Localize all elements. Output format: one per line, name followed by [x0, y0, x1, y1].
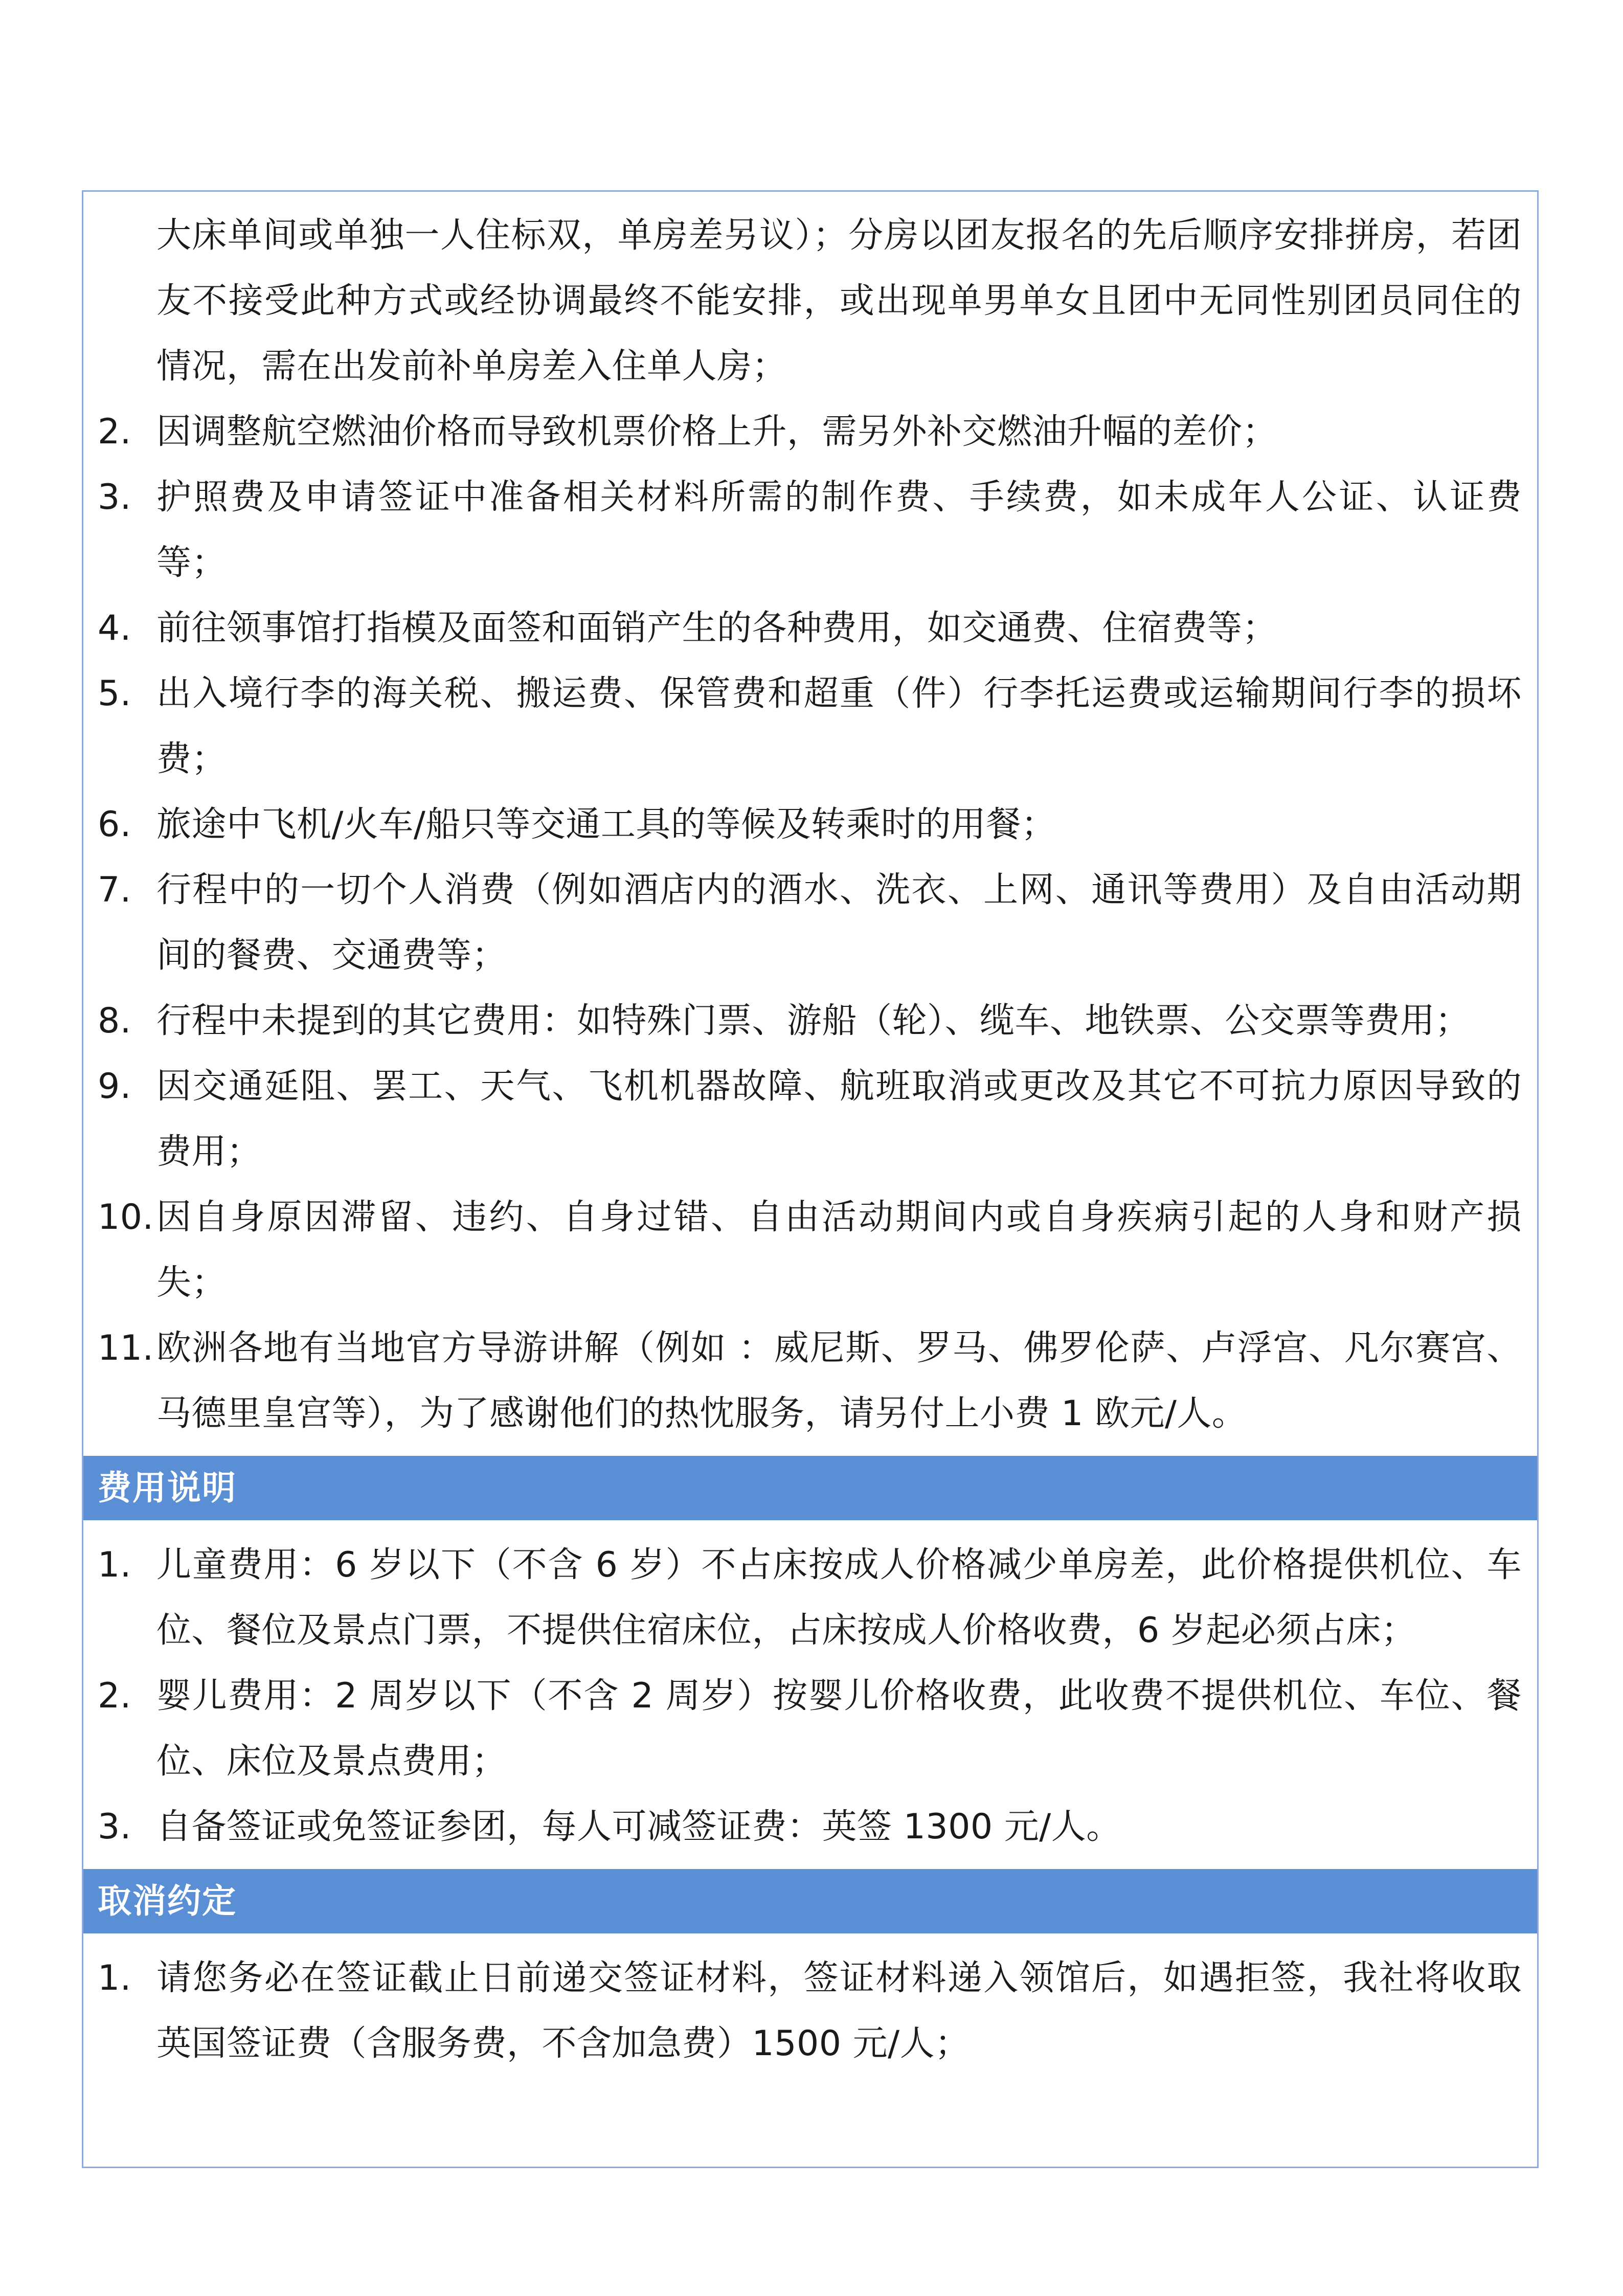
- list-item-number: 1.: [98, 1958, 131, 1998]
- list-item: [98, 661, 1522, 792]
- list-item-number: 2.: [98, 1676, 131, 1716]
- list-item-text: 儿童费用：6 岁以下（不含 6 岁）不占床按成人价格减少单房差，此价格提供机位、车位、餐位及景点门票，不提供住宿床位，占床按成人价格收费，6 岁起必须占床；: [156, 1545, 1522, 1651]
- list-item: [98, 1794, 1522, 1860]
- list-item-number: 3.: [98, 477, 131, 517]
- list-item-number: 1.: [98, 1545, 131, 1585]
- list-item-number: 6.: [98, 804, 131, 845]
- list-item-text: 自备签证或免签证参团，每人可减签证费：英签 1300 元/人。: [156, 1807, 1121, 1847]
- list-item: [98, 1316, 1522, 1447]
- list-item-number: 10.: [98, 1197, 154, 1237]
- list-item: [98, 1185, 1522, 1316]
- list-item-number: 7.: [98, 870, 131, 910]
- list-item-text: 大床单间或单独一人住标双，单房差另议）；分房以团友报名的先后顺序安排拼房，若团友不接受此种方式或经协调最终不能安排，或出现单男单女且团中无同性别团员同住的情况，需在出发前补单房差入住单人房；: [156, 215, 1522, 387]
- fee-notes-list: [83, 1520, 1537, 1869]
- list-item: [98, 1663, 1522, 1794]
- list-item: [98, 1946, 1522, 2077]
- list-item-text: 行程中的一切个人消费（例如酒店内的酒水、洗衣、上网、通讯等费用）及自由活动期间的餐费、交通费等；: [156, 870, 1522, 976]
- list-item: [98, 988, 1522, 1054]
- list-item-text: 因调整航空燃油价格而导致机票价格上升，需另外补交燃油升幅的差价；: [156, 412, 1278, 452]
- list-item-text: 请您务必在签证截止日前递交签证材料，签证材料递入领馆后，如遇拒签，我社将收取英国签证费（含服务费，不含加急费）1500 元/人；: [156, 1958, 1522, 2064]
- list-item: [98, 596, 1522, 661]
- section-header-cancellation: 取消约定: [83, 1869, 1537, 1933]
- list-item-text: 行程中未提到的其它费用：如特殊门票、游船（轮）、缆车、地铁票、公交票等费用；: [156, 1001, 1471, 1041]
- list-item-number: 8.: [98, 1001, 131, 1041]
- document-content-box: [82, 190, 1539, 2168]
- excluded-costs-list: [83, 192, 1537, 1456]
- list-item-number: 2.: [98, 412, 131, 452]
- list-item-text: 欧洲各地有当地官方导游讲解（例如 ：威尼斯、罗马、佛罗伦萨、卢浮宫、凡尔赛宫、马德里皇宫等），为了感谢他们的热忱服务，请另付上小费 1 欧元/人。: [156, 1328, 1522, 1434]
- list-item-number: 11.: [98, 1328, 154, 1368]
- cancellation-list: [83, 1933, 1537, 2086]
- list-item: [98, 399, 1522, 465]
- list-item-number: 3.: [98, 1807, 131, 1847]
- list-item-text: 因交通延阻、罢工、天气、飞机机器故障、航班取消或更改及其它不可抗力原因导致的费用；: [156, 1066, 1522, 1172]
- list-item: [98, 1054, 1522, 1185]
- list-item: [98, 1533, 1522, 1663]
- section-header-fee-notes: 费用说明: [83, 1456, 1537, 1520]
- list-item-continuation: [98, 203, 1522, 399]
- list-item-number: 5.: [98, 673, 131, 714]
- list-item-text: 前往领事馆打指模及面签和面销产生的各种费用，如交通费、住宿费等；: [156, 608, 1278, 648]
- list-item-number: 9.: [98, 1066, 131, 1107]
- list-item: [98, 858, 1522, 988]
- list-item-number: 4.: [98, 608, 131, 648]
- list-item-text: 因自身原因滞留、违约、自身过错、自由活动期间内或自身疾病引起的人身和财产损失；: [156, 1197, 1522, 1303]
- list-item-text: 旅途中飞机/火车/船只等交通工具的等候及转乘时的用餐；: [156, 804, 1056, 845]
- list-item-text: 护照费及申请签证中准备相关材料所需的制作费、手续费，如未成年人公证、认证费等；: [156, 477, 1522, 583]
- list-item-text: 出入境行李的海关税、搬运费、保管费和超重（件）行李托运费或运输期间行李的损坏费；: [156, 673, 1522, 779]
- list-item: [98, 465, 1522, 596]
- list-item: [98, 792, 1522, 858]
- list-item-text: 婴儿费用：2 周岁以下（不含 2 周岁）按婴儿价格收费，此收费不提供机位、车位、餐位、床位及景点费用；: [156, 1676, 1522, 1782]
